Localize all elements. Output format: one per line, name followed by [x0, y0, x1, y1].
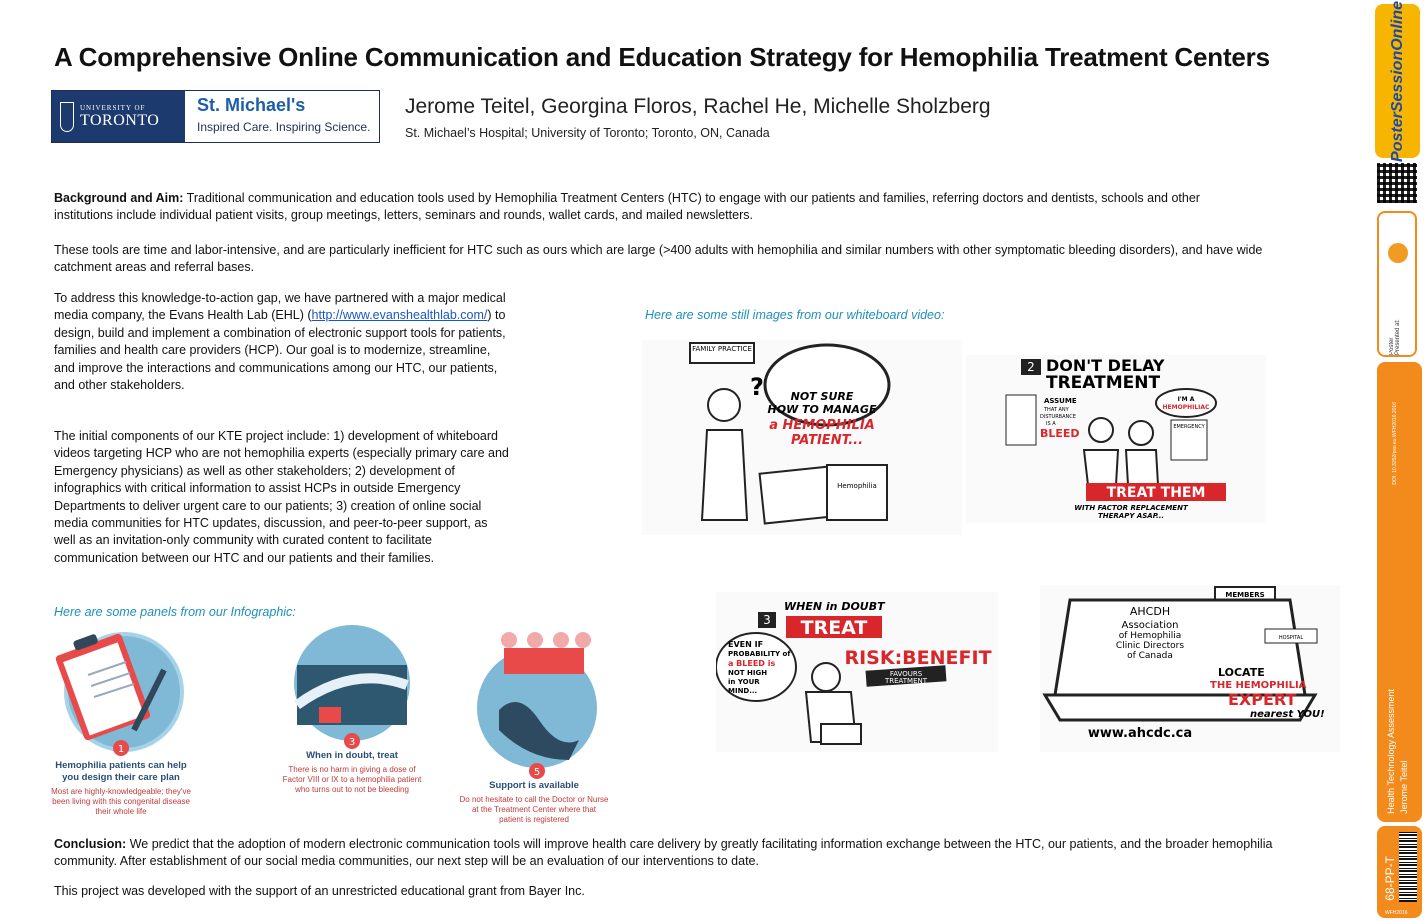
svg-text:NOT SURE: NOT SURE	[790, 390, 854, 403]
whiteboard-still-1	[642, 340, 962, 535]
svg-text:TREATMENT: TREATMENT	[884, 677, 928, 685]
uoft-small-text: UNIVERSITY OF	[80, 103, 146, 112]
infographic-panel-1	[46, 630, 196, 817]
panel-3-number: 3	[348, 737, 356, 748]
svg-text:TREAT: TREAT	[800, 617, 868, 639]
svg-text:IS A: IS A	[1046, 421, 1056, 427]
infographic-panel-5	[459, 630, 609, 825]
smh-logo	[185, 91, 379, 142]
svg-text:FAVOURS: FAVOURS	[889, 670, 923, 678]
svg-text:DON'T DELAY: DON'T DELAY	[1046, 356, 1165, 375]
infusion-icon	[277, 625, 427, 750]
svg-text:a BLEED is: a BLEED is	[728, 659, 776, 668]
svg-text:RISK:BENEFIT: RISK:BENEFIT	[844, 647, 992, 669]
panel-1-number: 1	[117, 744, 125, 755]
svg-text:in YOUR: in YOUR	[728, 678, 760, 686]
svg-text:PATIENT...: PATIENT...	[790, 433, 864, 448]
dont-delay-treatment-drawing	[966, 355, 1266, 523]
svg-text:3: 3	[763, 613, 771, 627]
poster-session-sidebar	[1375, 0, 1424, 921]
affiliation: St. Michael’s Hospital; University of Toronto; Toronto, ON, Canada	[405, 126, 770, 140]
whiteboard-still-3	[716, 592, 998, 752]
svg-text:TREAT THEM: TREAT THEM	[1106, 485, 1206, 501]
svg-text:nearest YOU!: nearest YOU!	[1250, 709, 1325, 720]
svg-text:PROBABILITY of: PROBABILITY of	[728, 650, 791, 658]
topic-author: Jerome Teitel	[1399, 760, 1409, 814]
svg-text:WITH FACTOR REPLACEMENT: WITH FACTOR REPLACEMENT	[1074, 504, 1188, 512]
panel-5-title: Support is available	[489, 780, 579, 791]
panel-1-title: Hemophilia patients can help you design their care plan	[55, 760, 187, 783]
conclusion-label: Conclusion:	[54, 837, 127, 851]
care-plan-clipboard-icon	[46, 630, 196, 760]
institution-logos	[51, 90, 380, 143]
svg-text:Hemophilia: Hemophilia	[837, 482, 877, 490]
panel-1-body: Most are highly-knowledgeable; they've been living with this congenital disease their whole life	[51, 787, 191, 816]
svg-text:EMERGENCY: EMERGENCY	[1173, 424, 1205, 430]
barcode-icon	[1399, 832, 1417, 902]
poster-title: A Comprehensive Online Communication and Education Strategy for Hemophilia Treatment Centers	[54, 42, 1270, 72]
svg-text:I'M A: I'M A	[1177, 396, 1195, 403]
svg-text:2: 2	[1027, 360, 1035, 374]
funding-note: This project was developed with the support of an unrestricted educational grant from Bayer Inc.	[54, 884, 585, 898]
svg-text:HEMOPHILIAC: HEMOPHILIAC	[1162, 404, 1210, 411]
panel-3-body: There is no harm in giving a dose of Factor VIII or IX to a hemophilia patient who turns out to not be bleeding	[282, 765, 422, 794]
svg-text:THERAPY ASAP...: THERAPY ASAP...	[1097, 512, 1165, 520]
smh-tagline: Inspired Care. Inspiring Science.	[197, 120, 371, 134]
doi-text: DOI: 10.3252/pso.eu.WFH2016.2016	[1392, 402, 1398, 485]
background-text: Traditional communication and education tools used by Hemophilia Treatment Centers (HTC) to engage with our patients and families, referring doctors and dentists, schools and other institutions include individual patient visits, group meetings, letters, seminars and rounds, wallet cards, and mailed newsletters.	[54, 191, 1200, 223]
svg-text:?: ?	[750, 373, 764, 401]
qr-code-icon[interactable]	[1377, 163, 1417, 203]
panel-3-title: When in doubt, treat	[306, 750, 398, 761]
svg-text:of Hemophilia: of Hemophilia	[1118, 631, 1182, 641]
authors: Jerome Teitel, Georgina Floros, Rachel He, Michelle Sholzberg	[405, 95, 991, 118]
svg-text:MIND...: MIND...	[728, 687, 758, 695]
svg-text:MEMBERS: MEMBERS	[1225, 591, 1265, 599]
svg-text:WHEN in DOUBT: WHEN in DOUBT	[784, 600, 885, 613]
presented-at-text: Poster Presented at:	[1389, 319, 1401, 355]
svg-text:EVEN IF: EVEN IF	[728, 640, 764, 649]
svg-text:Clinic Directors: Clinic Directors	[1115, 641, 1185, 651]
topic-text	[1385, 689, 1411, 814]
uoft-logo	[52, 91, 185, 142]
svg-text:of Canada: of Canada	[1127, 651, 1173, 661]
family-practice-sign: FAMILY PRACTICE	[692, 345, 752, 353]
when-in-doubt-treat-drawing	[716, 592, 998, 752]
svg-text:AHCDH: AHCDH	[1129, 605, 1171, 618]
svg-text:THE HEMOPHILIA: THE HEMOPHILIA	[1210, 680, 1307, 691]
uoft-big-text: TORONTO	[80, 111, 160, 129]
panel-5-number: 5	[533, 767, 541, 778]
smh-name: St. Michael's	[197, 95, 306, 115]
conclusion-paragraph	[54, 836, 1324, 871]
video-caption: Here are some still images from our whiteboard video:	[645, 308, 945, 322]
presented-at-panel	[1377, 211, 1417, 357]
poster-session-online-logo[interactable]	[1375, 0, 1420, 162]
ahcdc-laptop-drawing	[1040, 585, 1340, 752]
whiteboard-still-2	[966, 355, 1266, 523]
phone-support-icon	[459, 630, 609, 780]
poster-code-panel	[1377, 826, 1422, 918]
brand-text: PosterSessionOnline	[1388, 0, 1406, 162]
svg-text:www.ahcdc.ca: www.ahcdc.ca	[1087, 726, 1193, 741]
background-paragraph	[54, 190, 1254, 225]
poster-code: 68-PP-T	[1383, 856, 1397, 901]
svg-text:TREATMENT: TREATMENT	[1046, 373, 1161, 393]
partner-text-before: To address this knowledge-to-action gap, we have partnered with a major medical media company, the Evans Health Lab (EHL) (	[54, 291, 506, 323]
svg-text:HOSPITAL: HOSPITAL	[1278, 635, 1304, 641]
background-label: Background and Aim:	[54, 191, 184, 205]
svg-text:DISTURBANCE: DISTURBANCE	[1040, 414, 1076, 420]
topic-panel	[1377, 362, 1422, 822]
components-paragraph: The initial components of our KTE project include: 1) development of whiteboard videos targeting HCP who are not hemophilia experts (especially primary care and Emergency physicians) as well as other stakeholders; 2) development of infographics with critical information to assist HCPs in outside Emergency Departments to deliver urgent care to our patients; 3) creation of online social media communities for HTC updates, discussion, and peer-to-peer support, as well as an invitation-only community with curated content to facilitate communication between our HTC and our patients and their families.	[54, 429, 509, 565]
congress-logo-icon	[1388, 243, 1408, 263]
evans-health-lab-link[interactable]: http://www.evanshealthlab.com/	[311, 308, 488, 323]
partner-paragraph	[54, 290, 509, 394]
topic-name: Health Technology Assessment	[1386, 689, 1396, 814]
svg-text:a HEMOPHILIA: a HEMOPHILIA	[769, 418, 875, 433]
svg-text:BLEED: BLEED	[1040, 427, 1080, 440]
panel-5-body: Do not hesitate to call the Doctor or Nurse at the Treatment Center where that patient is registered	[459, 795, 609, 824]
uoft-crest-icon	[60, 102, 74, 132]
whiteboard-still-4	[1040, 585, 1340, 752]
svg-text:Association: Association	[1121, 620, 1179, 631]
conclusion-text: We predict that the adoption of modern electronic communication tools will improve health care delivery by greatly facilitating information exchange between the HTC, our patients, and the broader hemophilia community. After establishment of our social media communities, our next step will be an evaluation of our interventions to date.	[54, 837, 1273, 869]
svg-text:LOCATE: LOCATE	[1218, 666, 1265, 679]
infographic-caption: Here are some panels from our Infographic:	[54, 605, 296, 619]
tools-paragraph: These tools are time and labor-intensive, and are particularly inefficient for HTC such as ours which are large (>400 adults with hemophilia and similar numbers with other symptomatic bleeding disorders), and have wide catchment areas and referral bases.	[54, 243, 1263, 275]
infographic-panel-3	[277, 625, 427, 795]
svg-text:ASSUME: ASSUME	[1044, 397, 1077, 405]
doctor-unsure-drawing	[642, 340, 962, 535]
svg-text:NOT HIGH: NOT HIGH	[728, 669, 768, 677]
conference-id: WFH2016	[1385, 910, 1408, 916]
svg-text:HOW TO MANAGE: HOW TO MANAGE	[767, 403, 877, 416]
svg-text:THAT ANY: THAT ANY	[1044, 407, 1069, 413]
svg-text:EXPERT: EXPERT	[1228, 690, 1297, 709]
partner-text-after: ) to design, build and implement a combination of electronic support tools for patients, families and health care providers (HCP). Our goal is to modernize, streamline, and improve the interactions and communications among our HTC, our patients, and other stakeholders.	[54, 308, 506, 393]
